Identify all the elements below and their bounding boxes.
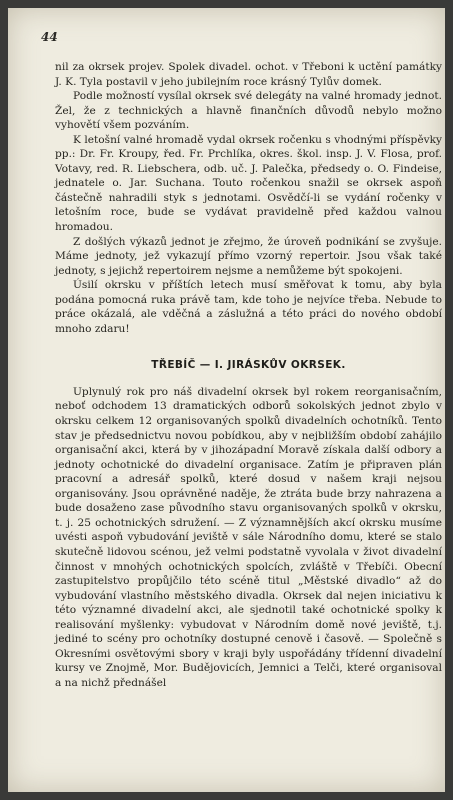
paragraph: nil za okrsek projev. Spolek divadel. ochot. v Třeboni k uctění památky J. K. Tyla postavil v jeho jubilejním roce krásný Tylův domek. [55, 61, 442, 88]
paragraph: Podle možností vysílal okrsek své delegáty na valné hromady jednot. Žel, že z technických a hlavně finančních důvodů nebylo možno vyhovětí všem pozváním. [55, 90, 442, 132]
paragraph: K letošní valné hromadě vydal okrsek ročenku s vhodnými příspěvky pp.: Dr. Fr. Kroupy, řed. Fr. Prchlíka, okres. škol. insp. J. V. Flosa, prof. Votavy, red. R. Liebschera, odb. uč. J. Palečka, předsedy o. O. Findeise, jednatele o. Jar. Suchana. Touto ročenkou snažil se okrsek aspoň částečně nahradili styk s jednotami. Osvědčí-li se vydání ročenky v letošním roce, bude se vydávat pravidelně před každou valnou hromadou. [55, 133, 442, 234]
section-heading: TŘEBÍČ — I. JIRÁSKŮV OKRSEK. [151, 359, 346, 372]
paragraph: Uplynulý rok pro náš divadelní okrsek byl rokem reorganisačním, neboť odchodem 13 dramatických odborů sokolských jednot zbylo v okrsku celkem 12 organisovaných spolků divadelních ochotníků. Tento stav je předsednictvu novou pobídkou, aby v nejbližším období zahájilo organisační akci, která by v jihozápadní Moravě získala další odbory a jednoty ochotnické do divadelní organisace. Zatím je připraven plán pracovní a adresář spolků, které dosud v našem kraji nejsou organisovány. Jsou oprávněné naděje, že ztráta bude brzy nahrazena a bude dosaženo zase původního stavu organisovaných spolků v okrsku, t. j. 25 ochotnických sdružení. — Z významnějších akcí okrsku musíme uvésti aspoň vybudování jeviště v sále Národního domu, které se stalo skutečně lidovou scénou, jež velmi podstatně vyvolala v život divadelní činnost v mnohých ochotnických spolcích, zvláště v Třebíči. Obecní zastupitelstvo propůjčilo této scéně titul „Městské divadlo“ až do vybudování vlastního městského divadla. Okrsek dal nejen iniciativu k této významné divadelní akci, ale sjednotil také ochotnické spolky k realisování myšlenky: vybudovat v Národním domě nové jeviště, t.j. jediné to scény pro ochotníky dostupné cenově i časově. — Společně s Okresními osvětovými sbory v kraji byly uspořádány třídenní divadelní kursy ve Znojmě, Mor. Budějovicích, Jemnici a Telči, které organisoval a na nichž přednášel [55, 385, 442, 689]
paragraph: Z došlých výkazů jednot je zřejmo, že úroveň podnikání se zvyšuje. Máme jednoty, jež vykazují přímo vzorný repertoir. Jsou však také jednoty, s jejichž repertoirem nejsme a nemůžeme být spokojeni. [55, 235, 442, 277]
text-column [55, 60, 442, 690]
paragraph: Úsilí okrsku v příštích letech musí směřovat k tomu, aby byla podána pomocná ruka právě tam, kde toho je nejvíce třeba. Nebude to práce okázalá, ale vděčná a záslužná a této práci do nového období mnoho zdaru! [55, 279, 442, 335]
page-number: 44 [41, 30, 58, 44]
book-page [8, 8, 445, 792]
